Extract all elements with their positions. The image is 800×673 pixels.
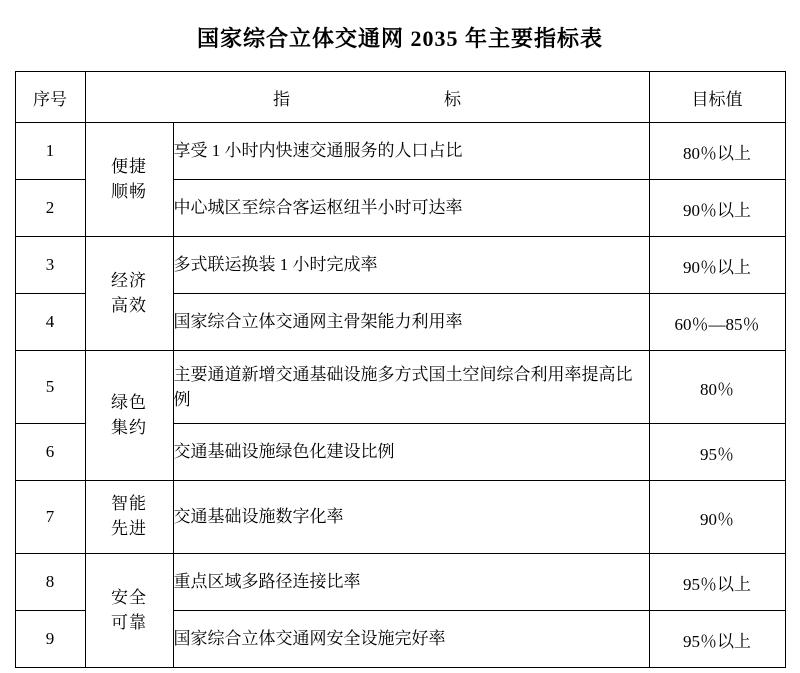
row-seq: 3 (15, 237, 85, 294)
row-target: 95％以上 (649, 611, 785, 668)
row-target: 90％以上 (649, 237, 785, 294)
row-seq: 2 (15, 180, 85, 237)
table-row (15, 554, 785, 611)
page-title: 国家综合立体交通网 2035 年主要指标表 (196, 26, 603, 51)
table-row (15, 351, 785, 424)
row-indicator: 国家综合立体交通网主骨架能力利用率 (173, 294, 649, 351)
row-group-绿色集约: 绿色 集约 (85, 351, 173, 481)
row-indicator: 国家综合立体交通网安全设施完好率 (173, 611, 649, 668)
table-header-row (15, 72, 785, 123)
row-target: 95％以上 (649, 554, 785, 611)
row-seq: 8 (15, 554, 85, 611)
row-target: 60％—85％ (649, 294, 785, 351)
row-seq: 1 (15, 123, 85, 180)
row-target: 95％ (649, 424, 785, 481)
column-header-indicator: 指 标 (85, 72, 649, 123)
row-target: 90％ (649, 481, 785, 554)
row-target: 80％ (649, 351, 785, 424)
table-header (15, 72, 785, 123)
indicator-table (15, 71, 786, 668)
row-indicator: 中心城区至综合客运枢纽半小时可达率 (173, 180, 649, 237)
table-row (15, 123, 785, 180)
column-header-seq: 序号 (15, 72, 85, 123)
table-row (15, 237, 785, 294)
row-seq: 9 (15, 611, 85, 668)
row-seq: 6 (15, 424, 85, 481)
row-group-安全可靠: 安全 可靠 (85, 554, 173, 668)
table-body (15, 123, 785, 668)
row-indicator: 重点区域多路径连接比率 (173, 554, 649, 611)
row-target: 80％以上 (649, 123, 785, 180)
row-group-便捷顺畅: 便捷 顺畅 (85, 123, 173, 237)
row-indicator: 交通基础设施数字化率 (173, 481, 649, 554)
row-indicator: 享受 1 小时内快速交通服务的人口占比 (173, 123, 649, 180)
row-indicator: 交通基础设施绿色化建设比例 (173, 424, 649, 481)
row-indicator: 主要通道新增交通基础设施多方式国土空间综合利用率提高比例 (173, 351, 649, 424)
row-group-智能先进: 智能 先进 (85, 481, 173, 554)
row-seq: 7 (15, 481, 85, 554)
table-row (15, 481, 785, 554)
row-target: 90％以上 (649, 180, 785, 237)
row-seq: 5 (15, 351, 85, 424)
row-seq: 4 (15, 294, 85, 351)
column-header-target: 目标值 (649, 72, 785, 123)
row-group-经济高效: 经济 高效 (85, 237, 173, 351)
row-indicator: 多式联运换装 1 小时完成率 (173, 237, 649, 294)
